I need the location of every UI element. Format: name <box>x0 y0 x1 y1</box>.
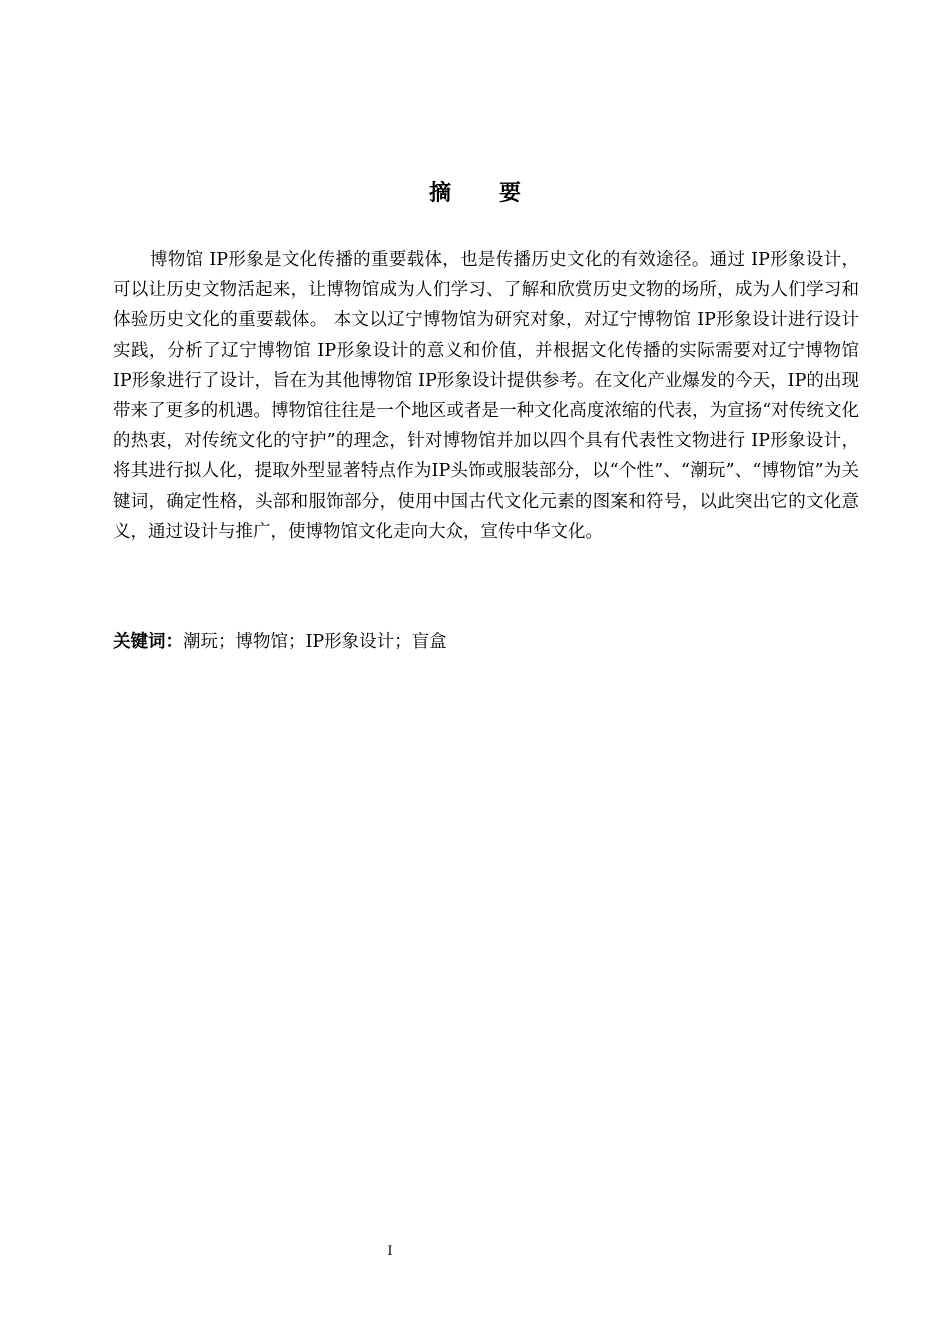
keywords-label: 关键词： <box>113 632 183 652</box>
abstract-title: 摘要 <box>428 181 569 206</box>
abstract-body: 博物馆 IP形象是文化传播的重要载体，也是传播历史文化的有效途径。通过 IP形象设计，可以让历史文物活起来，让博物馆成为人们学习、了解和欣赏历史文物的场所，成为人们学习和体验历史文化的重要载体。 本文以辽宁博物馆为研究对象，对辽宁博物馆 IP形象设计进行设计实践，分析了辽宁博物馆 IP形象设计的意义和价值，并根据文化传播的实际需要对辽宁博物馆 IP形象进行了设计，旨在为其他博物馆 IP形象设计提供参考。在文化产业爆发的今天，IP的出现带来了更多的机遇。博物馆往往是一个地区或者是一种文化高度浓缩的代表，为宣扬“对传统文化的热衷，对传统文化的守护”的理念，针对博物馆并加以四个具有代表性文物进行 IP形象设计，将其进行拟人化，提取外型显著特点作为IP头饰或服装部分，以“个性”、“潮玩”、“博物馆”为关键词，确定性格，头部和服饰部分，使用中国古代文化元素的图案和符号，以此突出它的文化意义，通过设计与推广，使博物馆文化走向大众，宣传中华文化。 <box>113 250 859 542</box>
keywords-text: 潮玩；博物馆；IP形象设计；盲盒 <box>183 632 447 652</box>
keywords-line <box>113 627 859 657</box>
page-number: I <box>387 1244 393 1259</box>
